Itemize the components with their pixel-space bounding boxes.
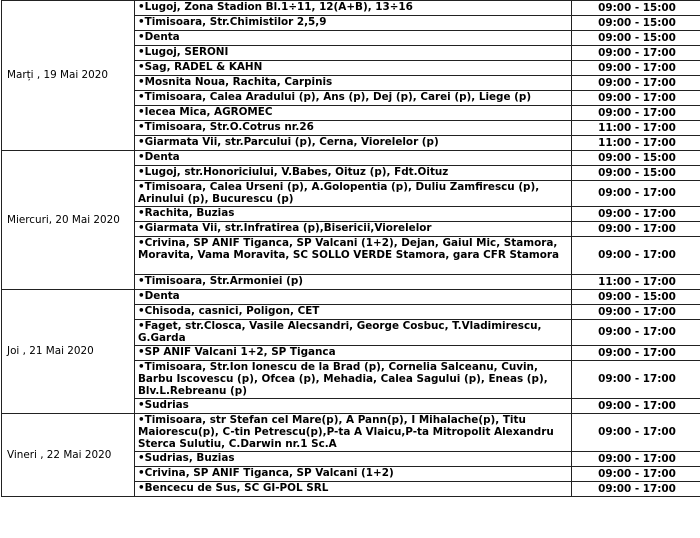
time-interval-cell: 09:00 - 17:00 xyxy=(572,237,700,275)
location-cell: •Denta xyxy=(135,290,572,305)
location-cell: •Crivina, SP ANIF Tiganca, SP Valcani (1+2), Dejan, Gaiul Mic, Stamora, Moravita, Vama Moravita, SC SOLLO VERDE Stamora, gara CFR Stamora xyxy=(135,237,572,275)
location-cell: •Timisoara, Str.Ion Ionescu de la Brad (p), Cornelia Salceanu, Cuvin, Barbu Iscovescu (p), Ofcea (p), Mehadia, Calea Sagului (p), Eneas (p), Blv.L.Rebreanu (p) xyxy=(135,361,572,399)
time-interval-cell: 09:00 - 15:00 xyxy=(572,1,700,16)
time-interval-cell: 11:00 - 17:00 xyxy=(572,121,700,136)
time-interval-cell: 09:00 - 15:00 xyxy=(572,151,700,166)
time-interval-cell: 09:00 - 17:00 xyxy=(572,414,700,452)
time-interval-cell: 09:00 - 17:00 xyxy=(572,452,700,467)
day-label: Miercuri, 20 Mai 2020 xyxy=(2,151,135,290)
day-label: Vineri , 22 Mai 2020 xyxy=(2,414,135,497)
location-cell: •Sudrias xyxy=(135,399,572,414)
time-interval-cell: 09:00 - 17:00 xyxy=(572,76,700,91)
schedule-row xyxy=(2,414,700,452)
time-interval-cell: 09:00 - 15:00 xyxy=(572,290,700,305)
outage-schedule-table xyxy=(1,0,700,497)
time-interval-cell: 09:00 - 15:00 xyxy=(572,31,700,46)
location-cell: •Timisoara, Str.O.Cotrus nr.26 xyxy=(135,121,572,136)
time-interval-cell: 09:00 - 17:00 xyxy=(572,222,700,237)
location-cell: •Denta xyxy=(135,31,572,46)
day-label: Marți , 19 Mai 2020 xyxy=(2,1,135,151)
time-interval-cell: 09:00 - 17:00 xyxy=(572,361,700,399)
time-interval-cell: 09:00 - 17:00 xyxy=(572,106,700,121)
location-cell: •Lugoj, SERONI xyxy=(135,46,572,61)
location-cell: •SP ANIF Valcani 1+2, SP Tiganca xyxy=(135,346,572,361)
time-interval-cell: 09:00 - 17:00 xyxy=(572,346,700,361)
location-cell: •Bencecu de Sus, SC GI-POL SRL xyxy=(135,482,572,497)
location-cell: •Faget, str.Closca, Vasile Alecsandri, George Cosbuc, T.Vladimirescu, G.Garda xyxy=(135,320,572,346)
schedule-row xyxy=(2,1,700,16)
time-interval-cell: 09:00 - 17:00 xyxy=(572,61,700,76)
time-interval-cell: 09:00 - 17:00 xyxy=(572,91,700,106)
time-interval-cell: 09:00 - 17:00 xyxy=(572,467,700,482)
time-interval-cell: 09:00 - 15:00 xyxy=(572,16,700,31)
schedule-row xyxy=(2,290,700,305)
time-interval-cell: 09:00 - 17:00 xyxy=(572,320,700,346)
location-cell: •Lugoj, Zona Stadion Bl.1÷11, 12(A+B), 13÷16 xyxy=(135,1,572,16)
location-cell: •Timisoara, Calea Urseni (p), A.Golopentia (p), Duliu Zamfirescu (p), Arinului (p), Bucurescu (p) xyxy=(135,181,572,207)
time-interval-cell: 09:00 - 17:00 xyxy=(572,46,700,61)
location-cell: •Rachita, Buzias xyxy=(135,207,572,222)
location-cell: •Sag, RADEL & KAHN xyxy=(135,61,572,76)
time-interval-cell: 09:00 - 17:00 xyxy=(572,181,700,207)
location-cell: •Lugoj, str.Honoriciului, V.Babes, Oituz (p), Fdt.Oituz xyxy=(135,166,572,181)
time-interval-cell: 11:00 - 17:00 xyxy=(572,275,700,290)
time-interval-cell: 09:00 - 17:00 xyxy=(572,207,700,222)
location-cell: •Timisoara, str Stefan cel Mare(p), A Pann(p), I Mihalache(p), Titu Maiorescu(p), C-tin Petrescu(p),P-ta A Vlaicu,P-ta Mitropolit Alexandru Sterca Sulutiu, C.Darwin nr.1 Sc.A xyxy=(135,414,572,452)
location-cell: •Timisoara, Calea Aradului (p), Ans (p), Dej (p), Carei (p), Liege (p) xyxy=(135,91,572,106)
location-cell: •Denta xyxy=(135,151,572,166)
location-cell: •Mosnita Noua, Rachita, Carpinis xyxy=(135,76,572,91)
location-cell: •Timisoara, Str.Armoniei (p) xyxy=(135,275,572,290)
schedule-body xyxy=(2,1,700,497)
time-interval-cell: 09:00 - 17:00 xyxy=(572,399,700,414)
time-interval-cell: 09:00 - 15:00 xyxy=(572,166,700,181)
time-interval-cell: 11:00 - 17:00 xyxy=(572,136,700,151)
schedule-row xyxy=(2,151,700,166)
location-cell: •Timisoara, Str.Chimistilor 2,5,9 xyxy=(135,16,572,31)
location-cell: •Crivina, SP ANIF Tiganca, SP Valcani (1+2) xyxy=(135,467,572,482)
location-cell: •Chisoda, casnici, Poligon, CET xyxy=(135,305,572,320)
time-interval-cell: 09:00 - 17:00 xyxy=(572,482,700,497)
time-interval-cell: 09:00 - 17:00 xyxy=(572,305,700,320)
location-cell: •Giarmata Vii, str.Infratirea (p),Bisericii,Viorelelor xyxy=(135,222,572,237)
location-cell: •Iecea Mica, AGROMEC xyxy=(135,106,572,121)
day-label: Joi , 21 Mai 2020 xyxy=(2,290,135,414)
location-cell: •Giarmata Vii, str.Parcului (p), Cerna, Viorelelor (p) xyxy=(135,136,572,151)
location-cell: •Sudrias, Buzias xyxy=(135,452,572,467)
